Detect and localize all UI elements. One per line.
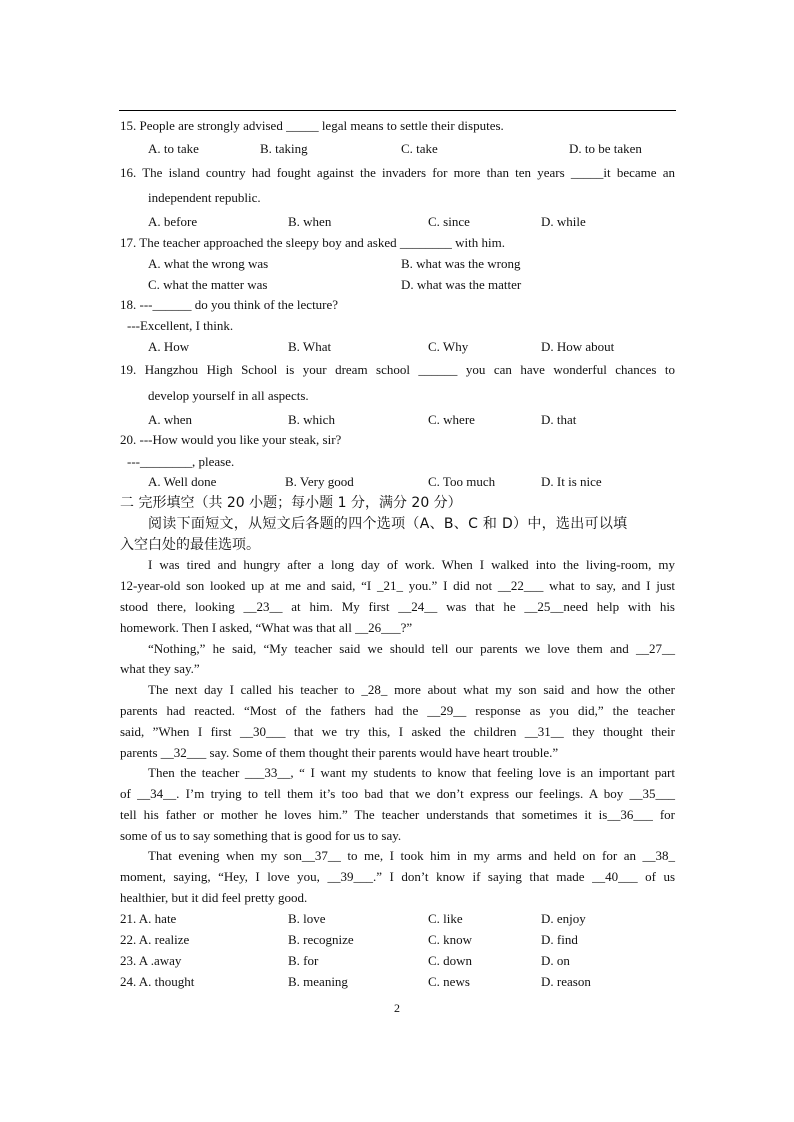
question-20-reply: ---________, please. [127,454,235,469]
question-16-option-d: D. while [541,214,586,229]
question-23-option-c: C. down [428,953,473,968]
question-15-option-c: C. take [401,141,438,156]
question-20-option-c: C. Too much [428,474,496,489]
question-21-option-c: C. like [428,911,463,926]
question-20-stem: 20. ---How would you like your steak, sir? [120,432,342,447]
question-15-option-d: D. to be taken [569,141,642,156]
passage-line: what they say.” [120,661,200,676]
question-22-option-b: B. recognize [288,932,354,947]
question-16-stem: 16. The island country had fought against the invaders for more than ten years _____it became an [120,165,675,180]
question-23-option-d: D. on [541,953,570,968]
question-19-option-a: A. when [148,412,193,427]
question-18-option-d: D. How about [541,339,615,354]
passage-line: tell his father or mother he loves him.” The teacher understands that sometimes it is__36___ for [120,807,675,822]
question-16-option-a: A. before [148,214,198,229]
question-18-option-b: B. What [288,339,332,354]
passage-line: stood there, looking __23__ at him. My first __24__ was that he __25__need help with his [120,599,675,614]
question-22-option-a: 22. A. realize [120,932,190,947]
section-2-instructions: 阅读下面短文，从短文后各题的四个选项（A、B、C 和 D）中，选出可以填 [148,516,628,532]
question-16-option-b: B. when [288,214,332,229]
question-19-option-b: B. which [288,412,335,427]
passage-line: homework. Then I asked, “What was that all __26___?” [120,620,413,635]
passage-line: some of us to say something that is good for us to say. [120,828,402,843]
question-17-option-c: C. what the matter was [148,277,268,292]
question-15-stem: 15. People are strongly advised _____ legal means to settle their disputes. [120,118,504,133]
question-20-option-d: D. It is nice [541,474,602,489]
question-19-option-d: D. that [541,412,577,427]
passage-line: moment, saying, “Hey, I love you, __39___.” I don’t know if saying that made __40___ of us [120,869,675,884]
question-16-stem-cont: independent republic. [148,190,261,205]
passage-line: “Nothing,” he said, “My teacher said we should tell our parents we love them and __27__ [148,641,675,656]
question-24-option-b: B. meaning [288,974,348,989]
question-18-option-a: A. How [148,339,190,354]
question-17-stem: 17. The teacher approached the sleepy boy and asked ________ with him. [120,235,505,250]
question-21-option-d: D. enjoy [541,911,586,926]
question-17-option-a: A. what the wrong was [148,256,269,271]
question-15-option-b: B. taking [260,141,308,156]
question-19-option-c: C. where [428,412,475,427]
question-15-option-a: A. to take [148,141,199,156]
passage-line: The next day I called his teacher to _28_ more about what my son said and how the other [148,682,675,697]
question-24-option-c: C. news [428,974,470,989]
passage-line: said, ”When I first __30___ that we try this, I asked the children __31__ they thought their [120,724,675,739]
question-21-option-b: B. love [288,911,326,926]
question-20-option-a: A. Well done [148,474,217,489]
passage-line: healthier, but it did feel pretty good. [120,890,308,905]
question-18-stem: 18. ---______ do you think of the lecture? [120,297,339,312]
question-17-option-b: B. what was the wrong [401,256,521,271]
header-rule [119,110,676,111]
question-22-option-d: D. find [541,932,578,947]
section-2-heading: 二 完形填空（共 20 小题；每小题 1 分，满分 20 分） [120,495,462,511]
question-21-option-a: 21. A. hate [120,911,177,926]
question-19-stem-cont: develop yourself in all aspects. [148,388,309,403]
question-19-stem: 19. Hangzhou High School is your dream school ______ you can have wonderful chances to [120,362,675,377]
passage-line: Then the teacher ___33__, “ I want my students to know that feeling love is an important part [148,765,675,780]
question-18-option-c: C. Why [428,339,469,354]
question-24-option-d: D. reason [541,974,591,989]
question-16-option-c: C. since [428,214,470,229]
passage-line: That evening when my son__37__ to me, I took him in my arms and held on for an __38_ [148,848,675,863]
passage-line: parents __32___ say. Some of them thought their parents would have heart trouble.” [120,745,559,760]
passage-line: parents had reacted. “Most of the fathers had the __29__ response as you did,” the teacher [120,703,675,718]
question-23-option-a: 23. A .away [120,953,182,968]
passage-line: of __34__. I’m trying to tell them it’s too bad that we don’t express our feelings. A boy __35___ [120,786,675,801]
question-22-option-c: C. know [428,932,473,947]
passage-line: I was tired and hungry after a long day of work. When I walked into the living-room, my [148,557,675,572]
question-17-option-d: D. what was the matter [401,277,522,292]
question-23-option-b: B. for [288,953,319,968]
question-24-option-a: 24. A. thought [120,974,195,989]
question-20-option-b: B. Very good [285,474,354,489]
question-18-reply: ---Excellent, I think. [127,318,234,333]
section-2-instructions-cont: 入空白处的最佳选项。 [120,537,260,553]
passage-line: 12-year-old son looked up at me and said, “I _21_ you.” I did not __22___ what to say, and I just [120,578,675,593]
page-number: 2 [394,1001,400,1015]
